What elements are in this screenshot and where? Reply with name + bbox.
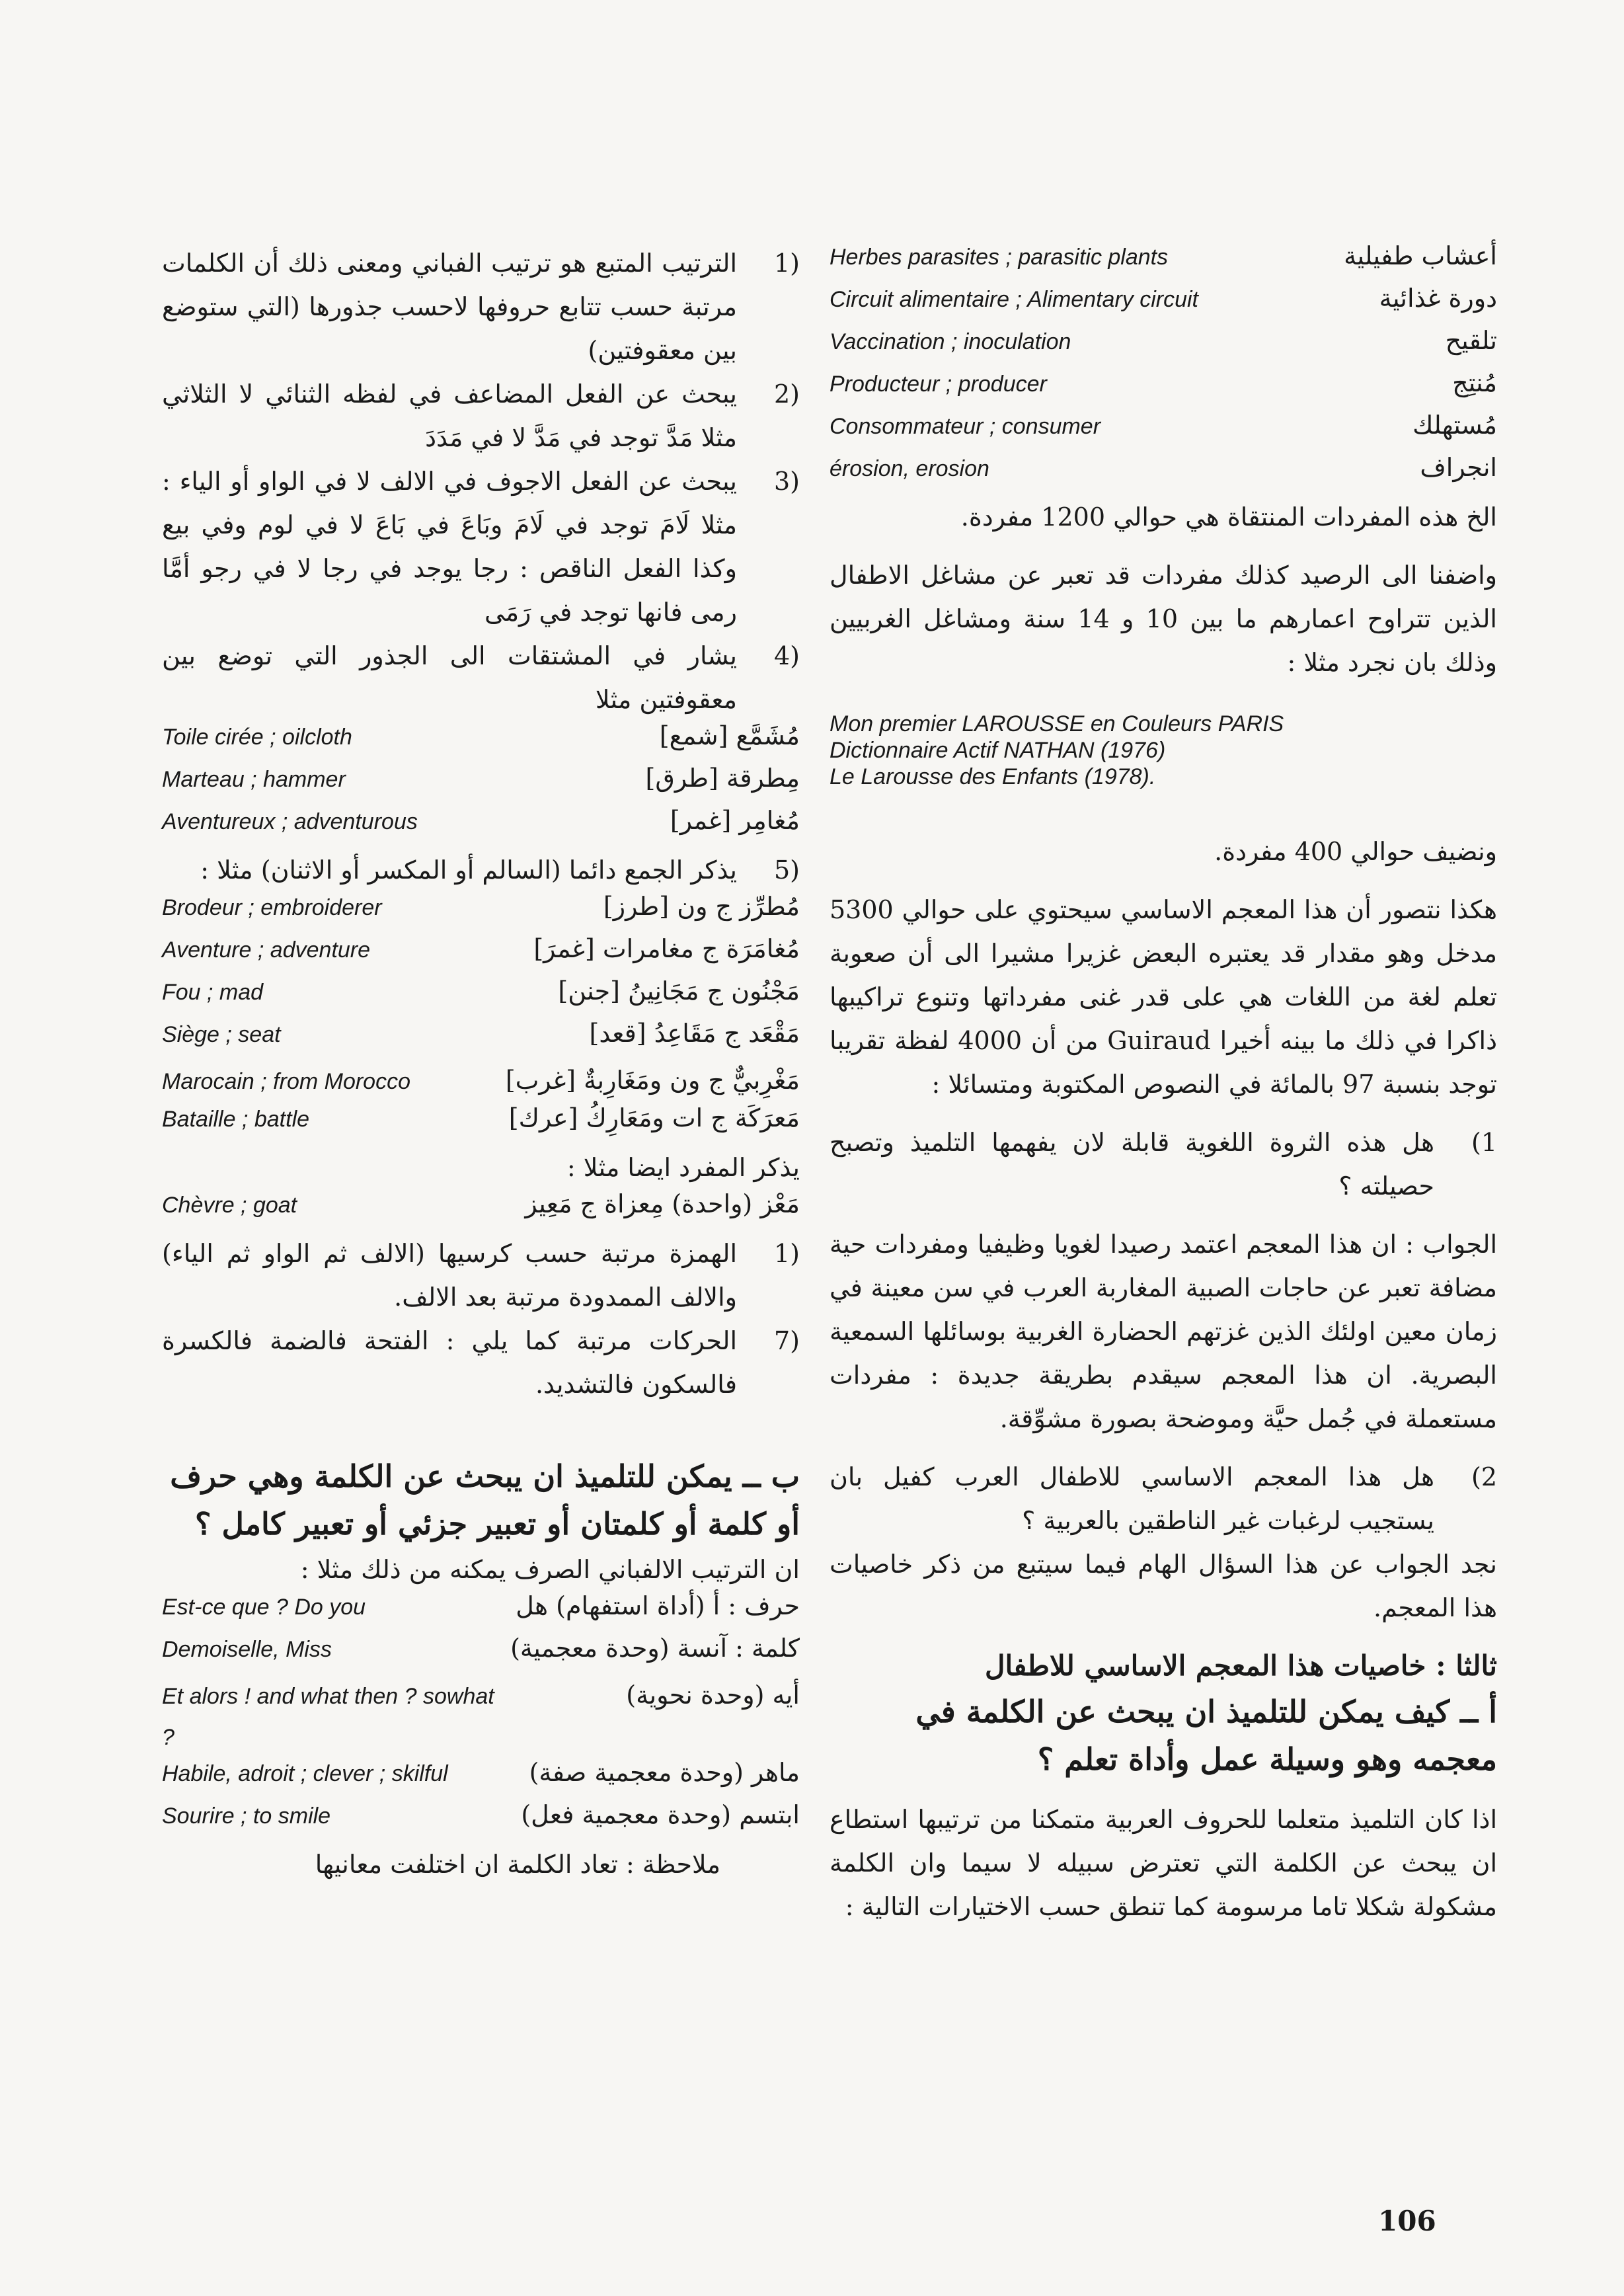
arabic-term: كلمة : آنسة (وحدة معجمية): [510, 1634, 800, 1663]
paragraph-added: واضفنا الى الرصيد كذلك مفردات قد تعبر عن مشاغل الاطفال الذين تتراوح اعمارهم ما بين 10 و 14 سنة ومشاغل الغربيين وذلك بان نجرد مثلا :: [830, 561, 1497, 677]
rule-6: [162, 1232, 800, 1319]
singular-intro: يذكر المفرد ايضا مثلا :: [566, 1153, 800, 1182]
foreign-term: Toile cirée ; oilcloth: [162, 725, 352, 750]
paragraph-search: اذا كان التلميذ متعلما للحروف العربية متمكنا من ترتيبها استطاع ان يبحث عن الكلمة التي تعترض سبيله لا سيما وان الكلمة مشكولة شكلا تاما مرسومة كما تنطق حسب الاختيارات التالية :: [830, 1805, 1497, 1921]
glossary-row: [830, 241, 1497, 284]
item-number: (1: [773, 249, 800, 278]
rule-text: الحركات مرتبة كما يلي : الفتحة فالضمة فالكسرة فالسكون فالتشديد.: [162, 1326, 737, 1399]
rule-text: يذكر الجمع دائما (السالم أو المكسر أو الاثنان) مثلا :: [200, 855, 737, 885]
example-row: [162, 721, 800, 764]
right-column: [830, 241, 1497, 1928]
rule-3: [162, 459, 800, 634]
foreign-term: érosion, erosion: [830, 456, 989, 481]
arabic-term: أيه (وحدة نحوية): [626, 1681, 800, 1710]
glossary-row: [830, 453, 1497, 495]
foreign-term: Bataille ; battle: [162, 1107, 310, 1132]
arabic-term: مَعْز (واحدة) مِعزاة ج مَعِيز: [525, 1189, 800, 1218]
subsection-heading-alif: أ ــ كيف يمكن للتلميذ ان يبحث عن الكلمة في معجمه وهو وسيلة عمل وأداة تعلم ؟: [915, 1694, 1497, 1777]
item-number: (1: [773, 1239, 800, 1268]
example-row: [162, 976, 800, 1019]
item-number: (5: [773, 855, 800, 885]
answer-2: نجد الجواب عن هذا السؤال الهام فيما سيتبع من ذكر خاصيات هذا المعجم.: [830, 1550, 1497, 1622]
item-number: (7: [773, 1326, 800, 1355]
arabic-term: مَقْعَد ج مَقَاعِدُ [قعد]: [589, 1019, 800, 1048]
glossary-list: [830, 241, 1497, 495]
example-row: [162, 1634, 800, 1676]
ba-intro: ان الترتيب الالفباني الصرف يمكنه من ذلك مثلا :: [300, 1555, 800, 1584]
item-number: (3: [773, 467, 800, 496]
foreign-term: Habile, adroit ; clever ; skilful: [162, 1761, 448, 1786]
rule-7: [162, 1319, 800, 1406]
page-number: 106: [1378, 2205, 1436, 2237]
example-row: [162, 1758, 800, 1800]
glossary-row: [830, 368, 1497, 411]
arabic-term: مَغْرِبيٌّ ج ون ومَغَارِبةٌ [غرب]: [505, 1066, 800, 1095]
rule-text: الترتيب المتبع هو ترتيب الفباني ومعنى ذلك أن الكلمات مرتبة حسب تتابع حروفها لاحسب جذورها (التي ستوضع بين معقوفتين): [162, 249, 737, 365]
rule-1: [162, 241, 800, 372]
reference-item: Le Larousse des Enfants (1978).: [830, 764, 1156, 789]
left-column: [162, 241, 800, 1886]
arabic-term: مُغامِر [غمر]: [670, 806, 800, 835]
example-row: [162, 1061, 800, 1103]
question-2: [830, 1455, 1497, 1542]
arabic-term: مُغامَرَة ج مغامرات [غمرَ]: [533, 934, 800, 963]
foreign-term: Producteur ; producer: [830, 372, 1047, 397]
item-number: 1): [1471, 1128, 1497, 1157]
plural-examples: [162, 892, 800, 1146]
foreign-term: Consommateur ; consumer: [830, 414, 1101, 439]
example-row: [162, 1189, 800, 1232]
foreign-term: Vaccination ; inoculation: [830, 329, 1071, 354]
answer-1: الجواب : ان هذا المعجم اعتمد رصيدا لغويا وظيفيا ومفردات حية مضافة تعبر عن حاجات الصبية المغاربة العرب في سن معينة في زمان معين اولئك الذين غزتهم الحضارة الغربية بوسائلها السمعية البصرية. ان هذا المعجم سيقدم بطريقة جديدة : مفردات مستعملة في جُمل حيَّة وموضحة بصورة مشوِّقة.: [830, 1230, 1497, 1433]
rule-4: [162, 634, 800, 721]
arabic-term: انجراف: [1420, 453, 1497, 482]
rule-text: يبحث عن الفعل المضاعف في لفظه الثنائي لا الثلاثي مثلا مَدَّ توجد في مَدَّ لا في مَدَدَ: [162, 379, 737, 452]
example-row: [162, 934, 800, 976]
foreign-term: Siège ; seat: [162, 1022, 281, 1047]
example-row: [162, 1591, 800, 1634]
foreign-term: Demoiselle, Miss: [162, 1637, 332, 1662]
foreign-term: Fou ; mad: [162, 980, 264, 1005]
arabic-term: مُشَمَّع [شمع]: [659, 721, 800, 750]
example-row: [162, 1676, 800, 1758]
subsection-heading-ba: ب ــ يمكن للتلميذ ان يبحث عن الكلمة وهي حرف أو كلمة أو كلمتان أو تعبير جزئي أو تعبير كامل ؟: [170, 1458, 800, 1542]
foreign-term: Circuit alimentaire ; Alimentary circuit: [830, 287, 1198, 312]
example-row: [162, 764, 800, 806]
item-number: 2): [1471, 1462, 1497, 1491]
section-heading-third: ثالثا : خاصيات هذا المعجم الاساسي للاطفال: [984, 1649, 1497, 1682]
foreign-term: Marteau ; hammer: [162, 767, 346, 792]
arabic-term: مُطرِّز ج ون [طرز]: [603, 892, 800, 921]
arabic-term: دورة غذائية: [1379, 284, 1497, 313]
foreign-term: Et alors ! and what then ? sowhat ?: [162, 1684, 494, 1750]
arabic-term: مُنتِج: [1452, 368, 1497, 397]
derivatives-examples: [162, 721, 800, 848]
paragraph-total: الخ هذه المفردات المنتقاة هي حوالي 1200 مفردة.: [960, 502, 1497, 532]
question-1: [830, 1121, 1497, 1208]
arabic-term: حرف : أ (أداة استفهام) هل: [516, 1591, 800, 1620]
rule-2: [162, 372, 800, 459]
foreign-term: Aventure ; adventure: [162, 937, 371, 963]
rule-text: يبحث عن الفعل الاجوف في الالف لا في الواو أو الياء : مثلا لَامَ توجد في لَامَ وبَاعَ في بَاعَ لا في لوم وفي بيع وكذا الفعل الناقص : رجا يوجد في رجا لا في رجو أمَّا رمى فانها توجد في رَمَى: [162, 467, 737, 627]
arabic-term: أعشاب طفيلية: [1344, 241, 1497, 270]
reference-item: Mon premier LAROUSSE en Couleurs PARIS: [830, 711, 1284, 736]
item-number: (4: [773, 641, 800, 670]
foreign-term: Marocain ; from Morocco: [162, 1069, 410, 1094]
arabic-term: مِطرقة [طرق]: [645, 764, 800, 793]
paragraph-estimate: هكذا نتصور أن هذا المعجم الاساسي سيحتوي على حوالي 5300 مدخل وهو مقدار قد يعتبره البعض غزيرا مشيرا الى أن صعوبة تعلم لغة من اللغات هي على قدر غنى مفرداتها وتنوع تراكيبها ذاكرا في ذلك ما بينه أخيرا Guiraud من أن 4000 لفظة تقريبا توجد بنسبة 97 بالمائة في النصوص المكتوبة ومتسائلا :: [830, 895, 1498, 1099]
example-row: [162, 892, 800, 934]
example-row: [162, 1800, 800, 1842]
rule-text: يشار في المشتقات الى الجذور التي توضع بين معقوفتين مثلا: [162, 641, 737, 714]
foreign-term: Aventureux ; adventurous: [162, 809, 418, 834]
foreign-term: Brodeur ; embroiderer: [162, 895, 382, 920]
rule-text: الهمزة مرتبة حسب كرسيها (الالف ثم الواو ثم الياء) والالف الممدودة مرتبة بعد الالف.: [162, 1239, 737, 1312]
rule-5: [162, 848, 800, 892]
note: ملاحظة : تعاد الكلمة ان اختلفت معانيها: [315, 1850, 720, 1879]
arabic-term: مُستهلك: [1412, 411, 1497, 440]
question-text: هل هذه الثروة اللغوية قابلة لان يفهمها التلميذ وتصبح حصيلته ؟: [830, 1128, 1434, 1201]
foreign-term: Est-ce que ? Do you: [162, 1595, 366, 1620]
item-number: (2: [773, 379, 800, 409]
example-row: [162, 806, 800, 848]
arabic-term: مَعرَكَة ج ات ومَعَارِكُ [عرك]: [508, 1103, 800, 1132]
foreign-term: Sourire ; to smile: [162, 1803, 331, 1829]
arabic-term: ماهر (وحدة معجمية صفة): [529, 1758, 800, 1787]
glossary-row: [830, 284, 1497, 326]
arabic-term: مَجْنُون ج مَجَانِينُ [جنن]: [558, 976, 800, 1006]
reference-list: [830, 711, 1497, 790]
arabic-term: تلقيح: [1445, 326, 1497, 355]
foreign-term: Herbes parasites ; parasitic plants: [830, 245, 1169, 270]
glossary-row: [830, 326, 1497, 368]
reference-item: Dictionnaire Actif NATHAN (1976): [830, 738, 1166, 763]
glossary-row: [830, 411, 1497, 453]
foreign-term: Chèvre ; goat: [162, 1193, 297, 1218]
example-row: [162, 1019, 800, 1061]
arabic-term: ابتسم (وحدة معجمية فعل): [521, 1800, 800, 1829]
lookup-examples: [162, 1591, 800, 1842]
example-row: [162, 1103, 800, 1146]
paragraph-add-400: ونضيف حوالي 400 مفردة.: [1214, 837, 1497, 866]
question-text: هل هذا المعجم الاساسي للاطفال العرب كفيل بان يستجيب لرغبات غير الناطقين بالعربية ؟: [830, 1462, 1434, 1535]
